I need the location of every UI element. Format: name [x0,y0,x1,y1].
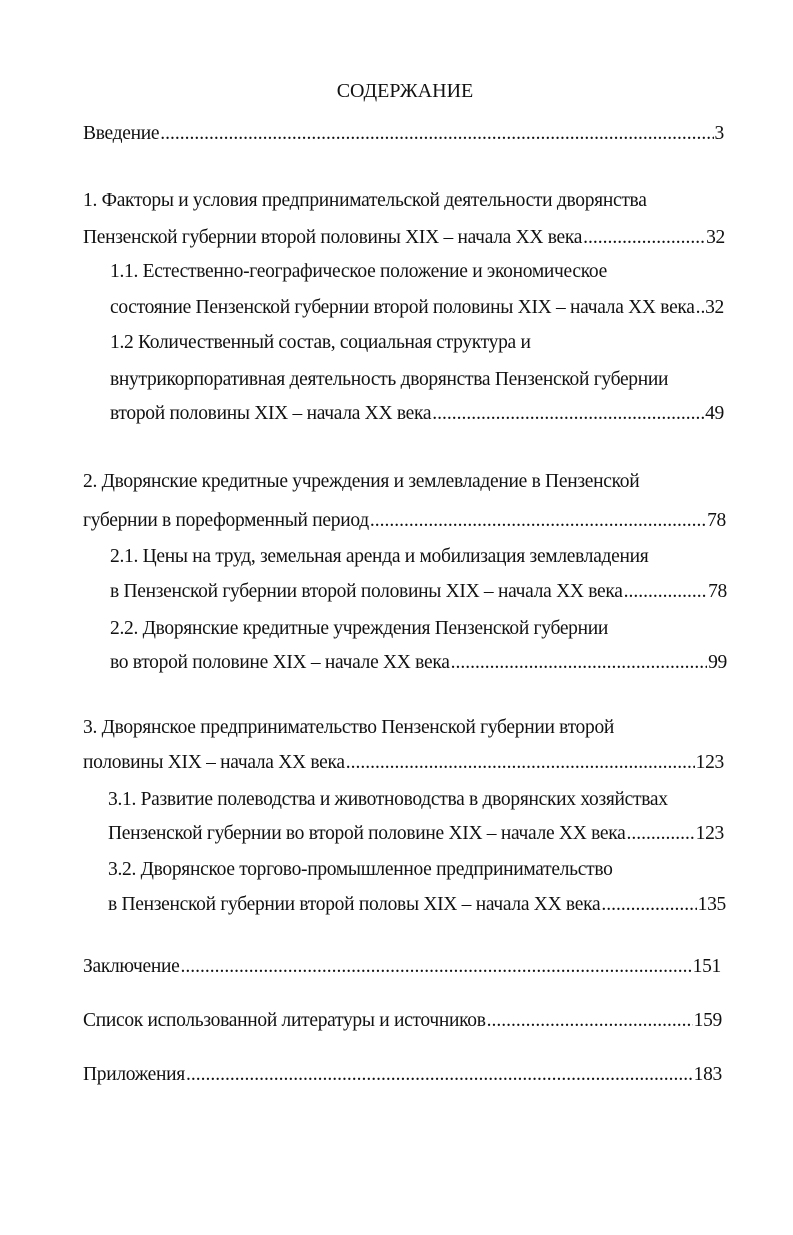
toc-entry-label: во второй половине XIX – начале XX века [110,652,450,673]
toc-section-3-2-line-1[interactable]: 3.2. Дворянское торгово-промышленное предпринимательство [108,859,613,880]
toc-section-2-2[interactable] [110,651,727,675]
leader-dots [451,651,708,675]
toc-page-number: 123 [695,752,724,773]
toc-page-number: 135 [697,894,726,915]
toc-entry-intro[interactable] [83,122,724,146]
toc-chapter-1[interactable] [83,226,725,250]
toc-entry-bibliography[interactable] [83,1009,722,1033]
toc-page-number: 32 [706,227,725,248]
toc-page-number: 78 [708,581,727,602]
toc-chapter-3-line-1[interactable]: 3. Дворянское предпринимательство Пензенской губернии второй [83,717,615,738]
toc-section-3-1-line-1[interactable]: 3.1. Развитие полеводства и животноводства в дворянских хозяйствах [108,789,668,810]
leader-dots [624,580,708,604]
toc-entry-label: Заключение [83,956,180,977]
leader-dots [626,822,694,846]
leader-dots [346,751,695,775]
leader-dots [432,402,704,426]
toc-entry-label: второй половины XIX – начала XX века [110,403,432,424]
toc-entry-conclusion[interactable] [83,955,721,979]
leader-dots [583,226,705,250]
toc-page-number: 123 [695,823,724,844]
toc-entry-label: Введение [83,123,160,144]
toc-page-number: 159 [693,1010,722,1031]
toc-section-1-2-line-1[interactable]: 1.2 Количественный состав, социальная структура и [110,332,531,353]
toc-page-number: 78 [707,510,726,531]
toc-chapter-2[interactable] [83,509,726,533]
toc-section-2-1[interactable] [110,580,727,604]
toc-page-number: 183 [693,1064,722,1085]
page-title: СОДЕРЖАНИЕ [336,80,474,102]
leader-dots [180,955,691,979]
toc-section-1-2[interactable] [110,402,724,426]
toc-section-1-1-line-1[interactable]: 1.1. Естественно-географическое положение и экономическое [110,261,607,282]
toc-entry-label: губернии в пореформенный период [83,510,369,531]
toc-entry-label: в Пензенской губернии второй половины XIX – начала XX века [110,581,623,602]
toc-section-1-1[interactable] [110,296,724,320]
toc-section-2-2-line-1[interactable]: 2.2. Дворянские кредитные учреждения Пензенской губернии [110,618,609,639]
toc-chapter-2-line-1[interactable]: 2. Дворянские кредитные учреждения и землевладение в Пензенской [83,471,640,492]
leader-dots [160,122,713,146]
leader-dots [601,893,696,917]
toc-section-3-2[interactable] [108,893,726,917]
toc-entry-label: состояние Пензенской губернии второй половины XIX – начала XX века [110,297,695,318]
toc-section-3-1[interactable] [108,822,724,846]
leader-dots [487,1009,693,1033]
toc-chapter-1-line-1[interactable]: 1. Факторы и условия предпринимательской деятельности дворянства [83,190,647,211]
toc-page-number: 3 [714,123,724,144]
toc-page-number: 99 [708,652,727,673]
toc-entry-appendices[interactable] [83,1063,722,1087]
toc-section-2-1-line-1[interactable]: 2.1. Цены на труд, земельная аренда и мобилизация землевладения [110,546,649,567]
toc-chapter-3[interactable] [83,751,724,775]
toc-page-number: 151 [692,956,721,977]
toc-entry-label: Пензенской губернии второй половины XIX – начала XX века [83,227,583,248]
toc-page-number: 49 [705,403,724,424]
toc-entry-label: Список использованной литературы и источников [83,1010,486,1031]
toc-entry-label: в Пензенской губернии второй половы XIX – начала XX века [108,894,601,915]
leader-dots [186,1063,693,1087]
toc-section-1-2-line-2[interactable]: внутрикорпоративная деятельность дворянства Пензенской губернии [110,369,669,390]
leader-dots [370,509,706,533]
toc-entry-label: Приложения [83,1064,185,1085]
toc-page-number: 32 [705,297,724,318]
toc-entry-label: половины XIX – начала XX века [83,752,345,773]
leader-dots [696,296,704,320]
toc-entry-label: Пензенской губернии во второй половине XIX – начале XX века [108,823,626,844]
